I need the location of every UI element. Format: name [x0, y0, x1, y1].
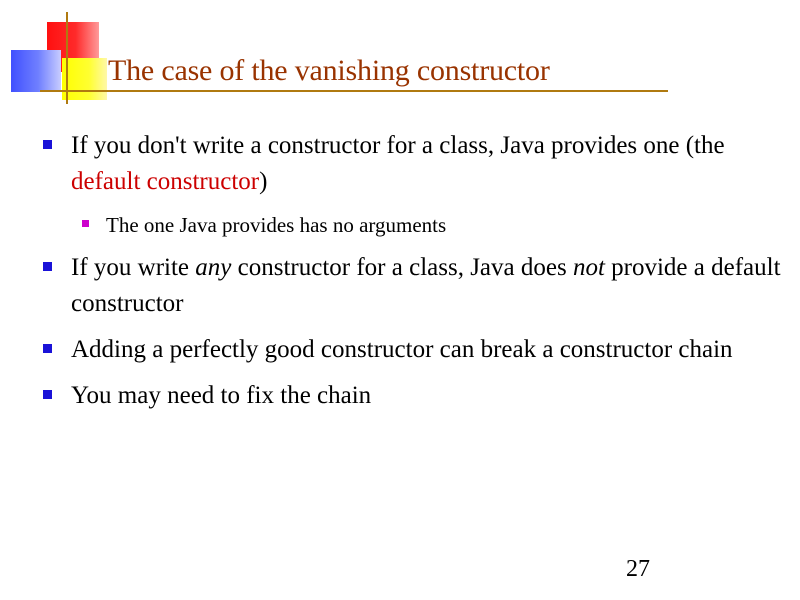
sub-bullet-item-1	[0, 210, 800, 240]
slide-title: The case of the vanishing constructor	[108, 54, 550, 87]
logo-yellow-square	[62, 58, 107, 100]
title-underline-rule	[40, 90, 668, 92]
square-bullet-icon	[43, 140, 52, 149]
bullet-item-1	[0, 128, 783, 200]
bullet-1-text: If you don't write a constructor for a class, Java provides one (the	[71, 132, 725, 159]
bullet-4-text: You may need to fix the chain	[71, 382, 372, 409]
bullet-1-text-end: )	[259, 168, 268, 195]
square-bullet-icon	[43, 262, 52, 271]
logo-blue-square	[11, 50, 61, 92]
slide-logo	[0, 0, 120, 110]
page-number: 27	[626, 556, 650, 582]
bullet-2-emphasis-any: any	[195, 254, 232, 281]
bullet-2-text-a: If you write	[71, 254, 196, 281]
bullet-2-text-b: constructor for a class, Java does	[231, 254, 573, 281]
bullet-item-4	[0, 378, 783, 414]
slide-content	[0, 128, 800, 424]
bullet-item-2	[0, 250, 783, 322]
square-bullet-icon	[43, 344, 52, 353]
sub-square-bullet-icon	[82, 220, 89, 227]
square-bullet-icon	[43, 390, 52, 399]
bullet-2-text-c: provide a default constructor	[71, 254, 781, 317]
bullet-1-highlight: default constructor	[71, 168, 260, 195]
bullet-item-3	[0, 332, 783, 368]
bullet-3-text: Adding a perfectly good constructor can break a constructor chain	[71, 336, 733, 363]
bullet-2-emphasis-not: not	[572, 254, 605, 281]
sub-bullet-1-text: The one Java provides has no arguments	[106, 213, 447, 237]
